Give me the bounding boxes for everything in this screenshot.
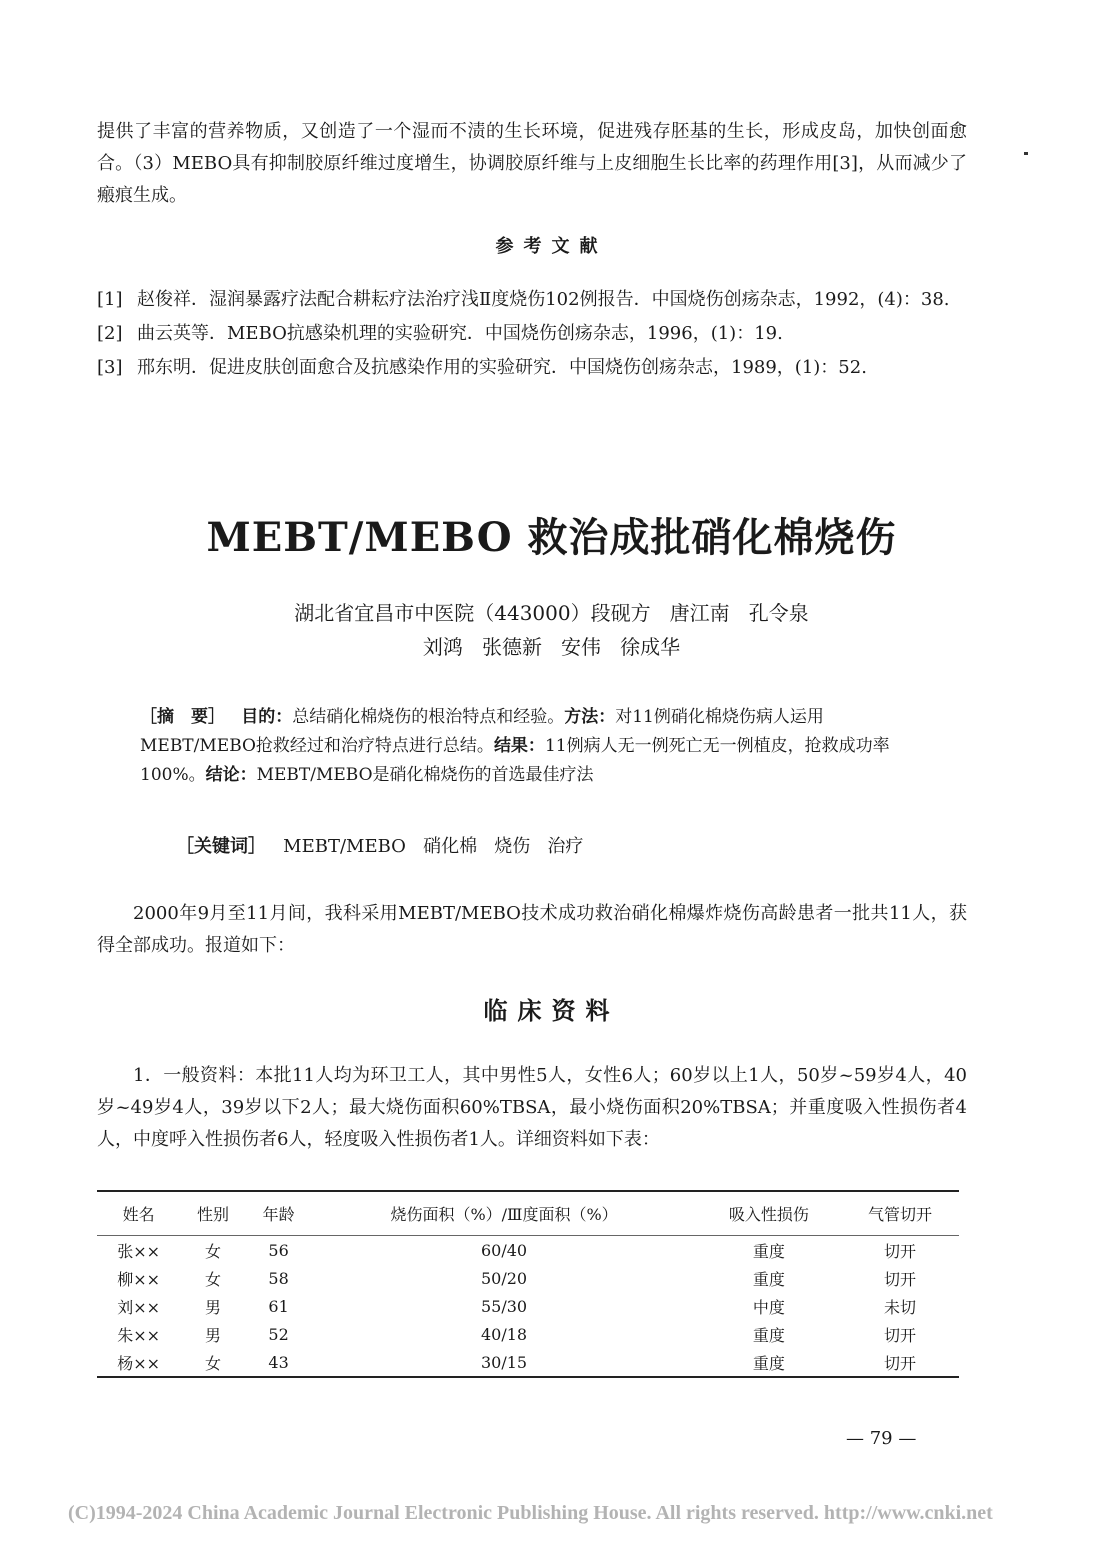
reference-text: 邢东明．促进皮肤创面愈合及抗感染作用的实验研究．中国烧伤创疡杂志，1989，(1)：52. [137, 357, 867, 378]
reference-text: 曲云英等．MEBO抗感染机理的实验研究．中国烧伤创疡杂志，1996，(1)：19. [137, 323, 783, 344]
abstract [140, 703, 930, 790]
table-row [97, 1292, 959, 1320]
method-text: 对11例硝化棉烧伤病人运用MEBT/MEBO抢救经过和治疗特点进行总结。 [140, 707, 824, 756]
result-text: 11例病人无一例死亡无一例植皮，抢救成功率100%。 [140, 736, 890, 785]
table-cell: 朱×× [117, 1325, 161, 1345]
reference-number: [3] [97, 357, 123, 378]
column-header: 性别 [180, 1191, 246, 1236]
table-row [97, 1264, 959, 1292]
table-cell: 杨×× [97, 1348, 180, 1377]
table-cell: 女 [180, 1348, 246, 1377]
table-cell: 60/40 [481, 1240, 528, 1260]
result-label: 结果： [493, 736, 545, 756]
reference-item [97, 284, 977, 315]
table-cell: 43 [246, 1348, 312, 1377]
table-cell: 切开 [841, 1348, 959, 1377]
table-cell: 女 [205, 1241, 222, 1261]
table-row [97, 1348, 959, 1377]
article-title: MEBT/MEBO 救治成批硝化棉烧伤 [206, 514, 897, 561]
abstract-label: ［摘 要］ [140, 707, 225, 727]
table-cell: 柳×× [117, 1269, 161, 1289]
table-cell: 55/30 [481, 1296, 528, 1316]
table-cell: 52 [268, 1324, 289, 1344]
author-block [0, 596, 1103, 664]
table-cell: 56 [268, 1240, 289, 1260]
table-cell: 张×× [117, 1241, 161, 1261]
table-cell: 切开 [883, 1269, 916, 1289]
copyright-footer: (C)1994-2024 China Academic Journal Electronic Publishing House. All rights reserved. http://www.cnki.net [68, 1502, 993, 1524]
reference-item [97, 318, 977, 349]
reference-number: [1] [97, 289, 123, 310]
conclusion-text: MEBT/MEBO是硝化棉烧伤的首选最佳疗法 [256, 765, 594, 785]
patient-table [97, 1190, 959, 1378]
clinical-paragraph: 1．一般资料：本批11人均为环卫工人，其中男性5人，女性6人；60岁以上1人，50岁~59岁4人，40岁~49岁4人，39岁以下2人；最大烧伤面积60%TBSA，最小烧伤面积20%TBSA；并重度吸入性损伤者4人，中度呼入性损伤者6人，轻度吸入性损伤者1人。详细资料如下表： [97, 1065, 967, 1150]
intro-paragraph: 2000年9月至11月间，我科采用MEBT/MEBO技术成功救治硝化棉爆炸烧伤高龄患者一批共11人，获得全部成功。报道如下： [97, 903, 967, 956]
table-cell: 切开 [883, 1241, 916, 1261]
column-header: 姓名 [97, 1191, 180, 1236]
section-heading: 临床资料 [483, 997, 620, 1025]
table-cell: 切开 [883, 1325, 916, 1345]
column-header: 吸入性损伤 [697, 1191, 841, 1236]
carryover-paragraph: 提供了丰富的营养物质，又创造了一个湿而不渍的生长环境，促进残存胚基的生长，形成皮岛，加快创面愈合。（3）MEBO具有抑制胶原纤维过度增生，协调胶原纤维与上皮细胞生长比率的药理作用[3]，从而减少了瘢痕生成。 [97, 121, 967, 206]
table-cell: 未切 [883, 1297, 916, 1317]
method-label: 方法： [564, 707, 616, 727]
keywords [176, 832, 583, 858]
table-cell: 重度 [752, 1325, 785, 1345]
table-cell: 58 [268, 1268, 289, 1288]
table-cell: 重度 [752, 1241, 785, 1261]
table-cell: 中度 [752, 1297, 785, 1317]
author-line: 湖北省宜昌市中医院（443000）段砚方 唐江南 孔令泉 [294, 601, 809, 625]
purpose-label: 目的： [241, 707, 293, 727]
author-line: 刘鸿 张德新 安伟 徐成华 [422, 635, 681, 659]
table-cell: 男 [205, 1325, 222, 1345]
keywords-label: ［关键词］ [176, 836, 266, 857]
reference-number: [2] [97, 323, 123, 344]
reference-item [97, 352, 977, 383]
table-cell: 重度 [697, 1348, 841, 1377]
keywords-terms: MEBT/MEBO 硝化棉 烧伤 治疗 [283, 836, 584, 857]
table-cell: 重度 [752, 1269, 785, 1289]
table-row [97, 1236, 959, 1265]
table-cell: 50/20 [481, 1268, 528, 1288]
table-cell: 30/15 [311, 1348, 696, 1377]
reference-list [97, 284, 977, 386]
column-header: 气管切开 [841, 1191, 959, 1236]
table-header-row [97, 1191, 959, 1236]
table-cell: 40/18 [481, 1324, 528, 1344]
table-cell: 男 [205, 1297, 222, 1317]
references-heading: 参考文献 [495, 236, 608, 257]
reference-text: 赵俊祥．湿润暴露疗法配合耕耘疗法治疗浅Ⅱ度烧伤102例报告．中国烧伤创疡杂志，1992，(4)：38. [137, 289, 950, 310]
conclusion-label: 结论： [205, 765, 257, 785]
column-header: 年龄 [246, 1191, 312, 1236]
table-row [97, 1320, 959, 1348]
purpose-text: 总结硝化棉烧伤的根治特点和经验。 [292, 707, 565, 727]
table-cell: 61 [268, 1296, 289, 1316]
page-number: — 79 — [846, 1428, 917, 1449]
column-header: 烧伤面积（%）/Ⅲ度面积（%） [311, 1191, 696, 1236]
scan-speck [1024, 152, 1028, 155]
table-cell: 刘×× [117, 1297, 161, 1317]
table-cell: 女 [205, 1269, 222, 1289]
